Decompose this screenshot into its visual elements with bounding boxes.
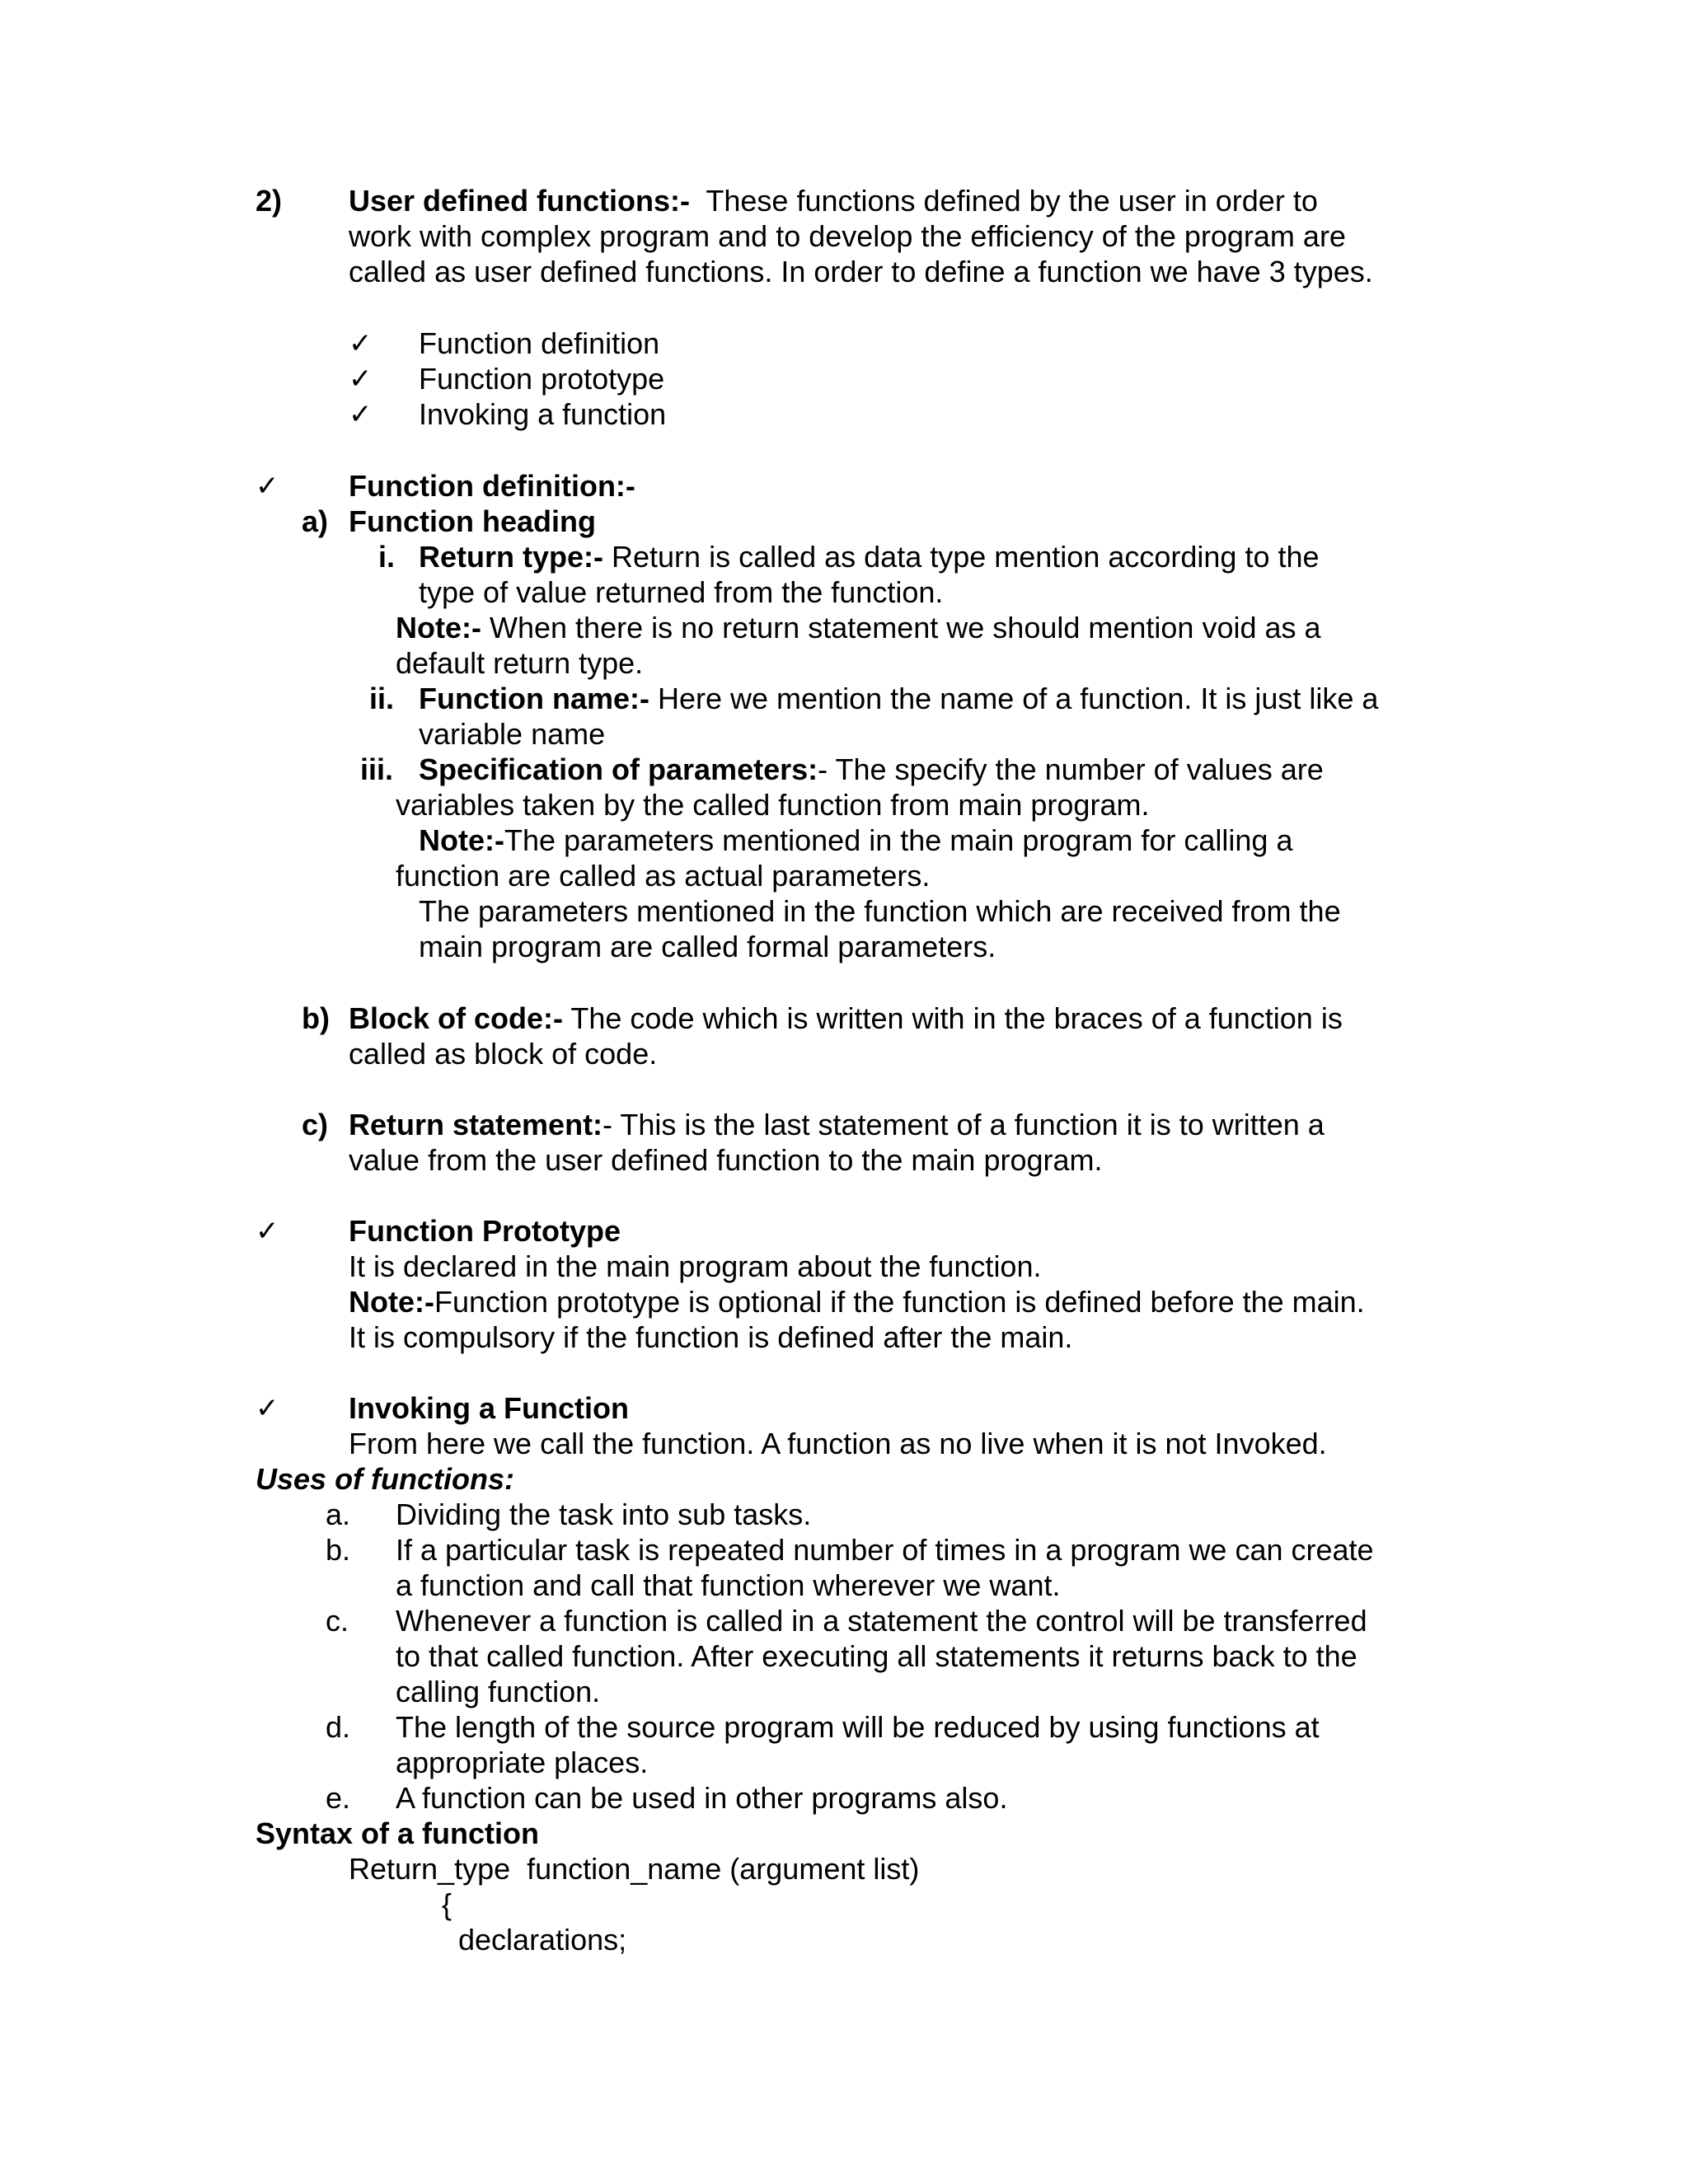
invoking-line-1: From here we call the function. A function as no live when it is not Invoked. (349, 1427, 1327, 1460)
check-icon: ✓ (256, 1215, 279, 1248)
list-marker: c) (302, 1108, 329, 1141)
note-line-4: main program are called formal parameters. (419, 930, 996, 963)
section-heading: User defined functions:- (349, 184, 691, 218)
syntax-line-3: declarations; (458, 1923, 627, 1957)
list-item: A function can be used in other programs also. (396, 1781, 1008, 1815)
check-icon: ✓ (256, 470, 279, 503)
note-line-3: The parameters mentioned in the function which are received from the (419, 894, 1341, 928)
list-marker: i. (378, 540, 396, 574)
section-intro-line-1: User defined functions:- These functions defined by the user in order to (349, 184, 1318, 218)
function-definition-heading: Function definition:- (349, 469, 635, 503)
return-type-line-2: type of value returned from the function. (419, 575, 944, 609)
block-of-code-line-2: called as block of code. (349, 1037, 658, 1071)
list-item-continued: a function and call that function wherever we want. (396, 1568, 1061, 1602)
uses-heading: Uses of functions: (256, 1462, 515, 1496)
list-marker: a) (302, 504, 329, 538)
function-name-line-2: variable name (419, 717, 606, 751)
section-number: 2) (256, 184, 283, 218)
prototype-note: Note:-Function prototype is optional if the function is defined before the main. (349, 1285, 1365, 1319)
list-item: Whenever a function is called in a statement the control will be transferred (396, 1604, 1367, 1638)
syntax-line-2: { (442, 1887, 452, 1921)
list-marker: d. (326, 1710, 351, 1744)
type-item: Function prototype (419, 362, 665, 396)
function-name-line-1: Function name:- Here we mention the name of a function. It is just like a (419, 682, 1379, 715)
list-item-continued: calling function. (396, 1675, 601, 1708)
type-item: Invoking a function (419, 397, 667, 431)
function-heading-title: Function heading (349, 504, 596, 538)
list-marker: e. (326, 1781, 351, 1815)
list-item: Dividing the task into sub tasks. (396, 1497, 812, 1531)
note-line-1: Note:- When there is no return statement we should mention void as a (396, 611, 1321, 644)
syntax-heading: Syntax of a function (256, 1816, 540, 1850)
list-marker: c. (326, 1604, 349, 1638)
function-prototype-heading: Function Prototype (349, 1214, 621, 1248)
parameters-line-1: Specification of parameters:- The specify the number of values are (419, 752, 1324, 786)
list-marker: iii. (360, 752, 394, 786)
section-intro-line-3: called as user defined functions. In order to define a function we have 3 types. (349, 255, 1373, 288)
list-marker: a. (326, 1497, 351, 1531)
parameters-line-2: variables taken by the called function from main program. (396, 788, 1150, 822)
return-statement-line-2: value from the user defined function to the main program. (349, 1143, 1103, 1177)
prototype-line-1: It is declared in the main program about the function. (349, 1249, 1042, 1283)
list-item-continued: to that called function. After executing all statements it returns back to the (396, 1639, 1357, 1673)
check-icon: ✓ (349, 363, 373, 396)
note-line-1: Note:-The parameters mentioned in the main program for calling a (419, 823, 1293, 857)
list-item: If a particular task is repeated number of times in a program we can create (396, 1533, 1374, 1567)
list-item-continued: appropriate places. (396, 1746, 649, 1779)
check-icon: ✓ (256, 1392, 279, 1425)
list-marker: b) (302, 1001, 330, 1035)
type-item: Function definition (419, 326, 660, 360)
check-icon: ✓ (349, 327, 373, 360)
note-line-2: default return type. (396, 646, 644, 680)
note-line-2: function are called as actual parameters. (396, 859, 931, 893)
return-type-line-1: Return type:- Return is called as data type mention according to the (419, 540, 1320, 574)
block-of-code-line-1: Block of code:- The code which is written with in the braces of a function is (349, 1001, 1343, 1035)
section-intro-line-2: work with complex program and to develop the efficiency of the program are (349, 219, 1346, 253)
return-statement-line-1: Return statement:- This is the last statement of a function it is to written a (349, 1108, 1325, 1141)
list-marker: b. (326, 1533, 351, 1567)
list-item: The length of the source program will be reduced by using functions at (396, 1710, 1320, 1744)
check-icon: ✓ (349, 398, 373, 431)
prototype-line-3: It is compulsory if the function is defined after the main. (349, 1320, 1073, 1354)
syntax-line-1: Return_type function_name (argument list) (349, 1852, 920, 1886)
invoking-function-heading: Invoking a Function (349, 1391, 629, 1425)
list-marker: ii. (369, 682, 395, 715)
